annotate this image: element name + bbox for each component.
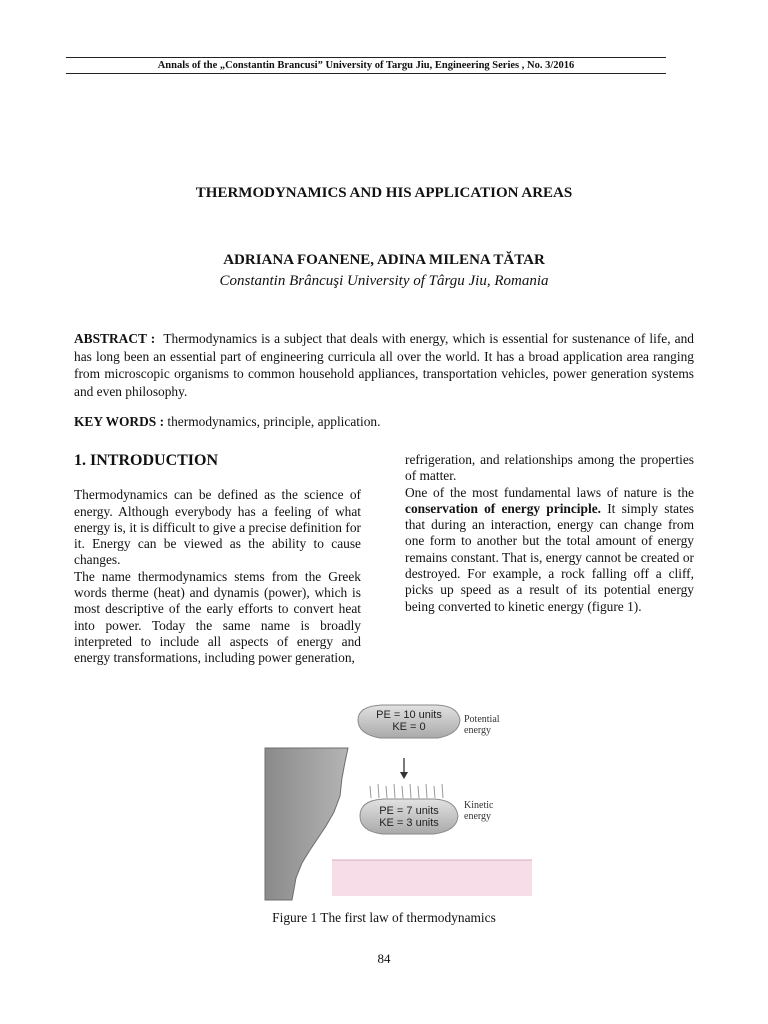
intro-paragraph-4 <box>405 485 694 615</box>
running-head: Annals of the „Constantin Brancusi” University of Targu Jiu, Engineering Series , No. 3/2016 <box>157 60 575 71</box>
rock-top-label-ke: KE = 0 <box>392 721 426 733</box>
kinetic-energy-label-1: Kinetic <box>464 800 494 811</box>
column-right <box>405 452 694 615</box>
rock-bottom-label-ke: KE = 3 units <box>379 817 439 829</box>
para4-rest: It simply states that during an interaction, energy can change from one form to another but the total amount of energy remains constant. That is, energy cannot be created or destroyed. For example, a rock falling off a cliff, picks up speed as a result of its potential energy being converted to kinetic energy (figure 1). <box>405 500 694 614</box>
keywords <box>74 413 694 431</box>
paper-authors: ADRIANA FOANENE, ADINA MILENA TĂTAR <box>223 252 545 268</box>
rock-bottom-label-pe: PE = 7 units <box>379 805 439 817</box>
fall-arrow-head <box>400 772 408 779</box>
intro-paragraph-2: The name thermodynamics stems from the Greek words therme (heat) and dynamis (power), which is most descriptive of the early efforts to convert heat into power. Today the same name is broadly interpreted to include all aspects of energy and energy transformations, including power generation, <box>74 568 361 666</box>
page-number: 84 <box>377 951 391 966</box>
rock-top-label-pe: PE = 10 units <box>376 709 442 721</box>
potential-energy-label-1: Potential <box>464 714 500 725</box>
column-left <box>74 450 361 667</box>
header-rule-top <box>66 57 666 58</box>
keywords-text: thermodynamics, principle, application. <box>167 414 381 429</box>
kinetic-energy-label-2: energy <box>464 811 492 822</box>
paper-title: THERMODYNAMICS AND HIS APPLICATION AREAS <box>195 185 573 201</box>
header-rule-bottom <box>66 73 666 74</box>
section-heading-introduction: 1. INTRODUCTION <box>74 452 219 469</box>
intro-paragraph-3: refrigeration, and relationships among the properties of matter. <box>405 452 694 484</box>
motion-lines <box>370 784 443 798</box>
abstract-text: Thermodynamics is a subject that deals with energy, which is essential for sustenance of life, and has long been an essential part of engineering curricula all over the world. It has a broad application area ranging from microscopic organisms to common household appliances, transportation vehicles, power generation systems and even philosophy. <box>74 331 694 399</box>
abstract <box>74 330 694 400</box>
author-affiliation: Constantin Brâncuşi University of Târgu Jiu, Romania <box>219 273 549 289</box>
figure-first-law <box>262 700 532 905</box>
intro-paragraph-1: Thermodynamics can be defined as the science of energy. Although everybody has a feeling of what energy is, it is difficult to give a precise definition for it. Energy can be viewed as the ability to cause changes. <box>74 487 361 568</box>
ground-pink <box>332 860 532 896</box>
potential-energy-label-2: energy <box>464 725 492 736</box>
abstract-label: ABSTRACT : <box>74 331 156 346</box>
keywords-label: KEY WORDS : <box>74 414 165 429</box>
figure-caption: Figure 1 The first law of thermodynamics <box>272 910 496 925</box>
para4-lead: One of the most fundamental laws of nature is the <box>405 484 694 500</box>
conservation-principle-term: conservation of energy principle. <box>405 500 601 516</box>
